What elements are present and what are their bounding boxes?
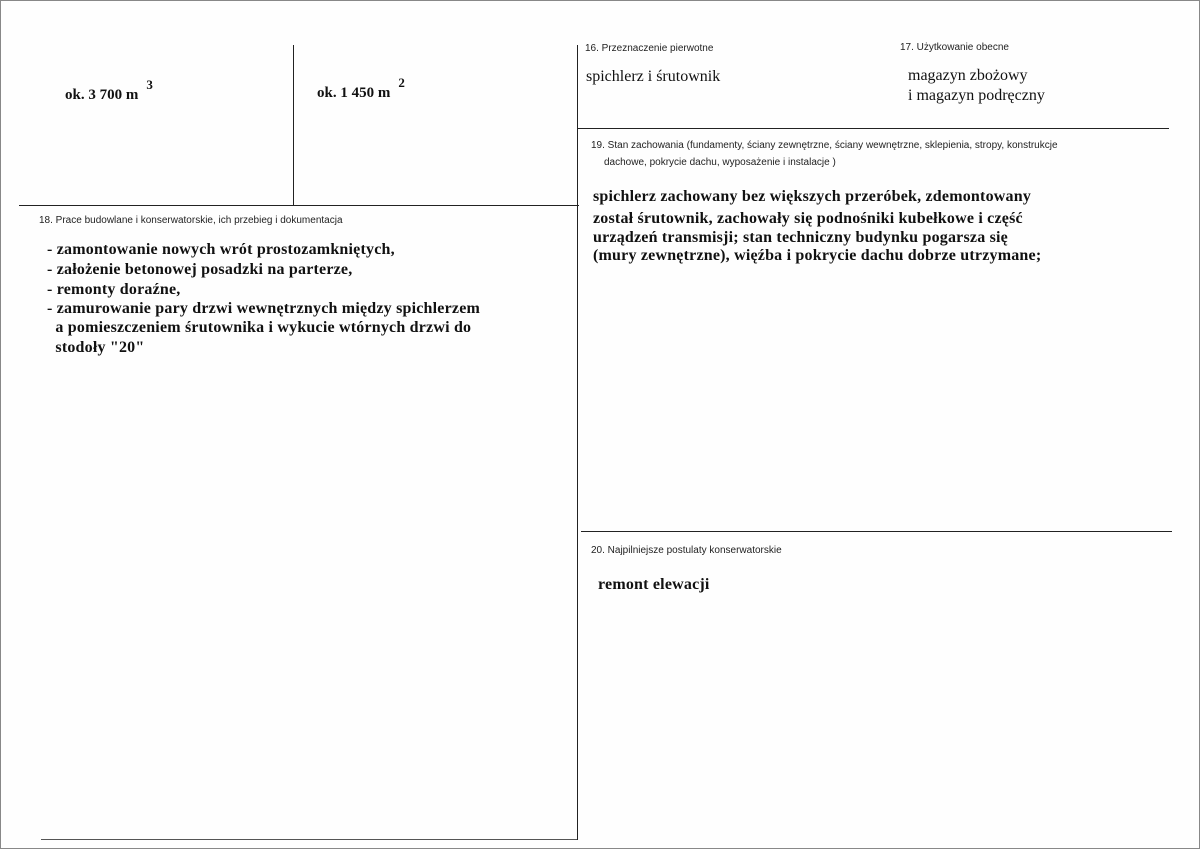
field17-line-2: i magazyn podręczny [908, 87, 1045, 104]
field19-line-3: urządzeń transmisji; stan techniczny budynku pogarsza się [593, 229, 1008, 246]
field17-label: 17. Użytkowanie obecne [900, 42, 1009, 53]
field16-value: spichlerz i śrutownik [586, 68, 721, 85]
field19-line-2: został śrutownik, zachowały się podnośniki kubełkowe i część [593, 210, 1023, 227]
field19-line-4: (mury zewnętrzne), więźba i pokrycie dachu dobrze utrzymane; [593, 247, 1042, 264]
field20-label: 20. Najpilniejsze postulaty konserwatorskie [591, 545, 782, 556]
field18-line-1: - zamontowanie nowych wrót prostozamkniętych, [47, 241, 395, 258]
field18-line-2: - założenie betonowej posadzki na parterze, [47, 261, 353, 278]
area-value: ok. 1 450 $m^2$ [317, 75, 405, 101]
field18-line-4: - zamurowanie pary drzwi wewnętrznych między spichlerzem [47, 300, 481, 317]
field19-line-1: spichlerz zachowany bez większych przeróbek, zdemontowany [593, 188, 1032, 205]
field19-label-line-2: dachowe, pokrycie dachu, wyposażenie i instalacje ) [604, 157, 836, 168]
field16-label: 16. Przeznaczenie pierwotne [585, 43, 714, 54]
field18-line-3: - remonty doraźne, [47, 281, 181, 298]
divider-horizontal-bottom-left [41, 839, 577, 840]
volume-value: ok. 3 700 $m^3$ [65, 77, 153, 103]
divider-vertical-center [577, 45, 578, 840]
divider-horizontal-right-top [577, 128, 1169, 129]
field18-line-6: stodoły "20" [47, 339, 145, 356]
field19-label-line-1: 19. Stan zachowania (fundamenty, ściany zewnętrzne, ściany wewnętrzne, sklepienia, stropy, konstrukcje [591, 140, 1058, 151]
divider-vertical-top-left [293, 45, 294, 205]
divider-horizontal-left [19, 205, 579, 206]
divider-horizontal-right-bottom [581, 531, 1172, 532]
field20-value: remont elewacji [598, 576, 710, 593]
field18-label: 18. Prace budowlane i konserwatorskie, ich przebieg i dokumentacja [39, 215, 343, 226]
field18-line-5: a pomieszczeniem śrutownika i wykucie wtórnych drzwi do [47, 319, 472, 336]
field17-line-1: magazyn zbożowy [908, 67, 1028, 84]
